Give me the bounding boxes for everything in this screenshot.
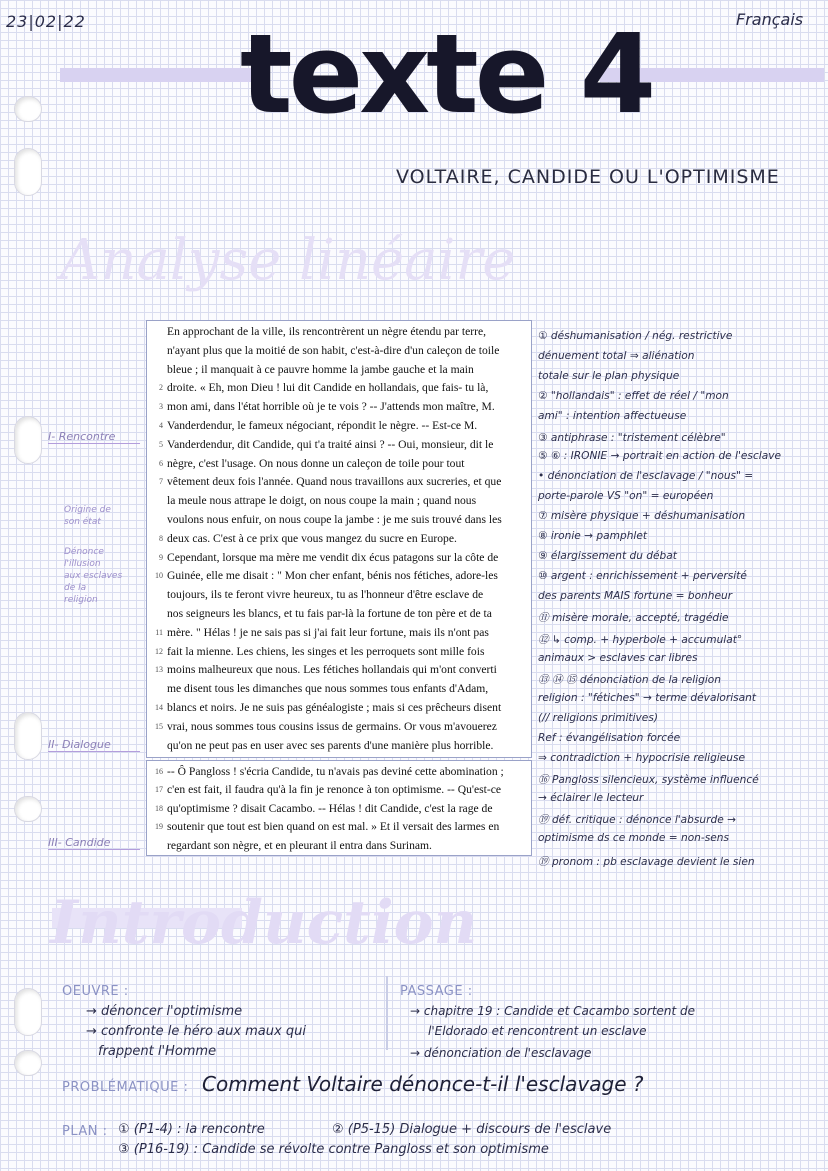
column-divider xyxy=(386,976,388,1050)
excerpt-line: qu'optimisme ? disait Cacambo. -- Hélas ! dit Candide, c'est la rage de xyxy=(167,801,493,815)
line-number: 12 xyxy=(155,646,163,656)
line-number: 3 xyxy=(159,402,163,412)
excerpt-line: droite. « Eh, mon Dieu ! lui dit Candide en hollandais, que fais- tu là, xyxy=(167,381,489,395)
excerpt-line: Guinée, elle me disait : " Mon cher enfant, bénis nos fétiches, adore-les xyxy=(167,569,498,583)
annotation-line: ⑤ ⑥ : IRONIE → portrait en action de l'esclave xyxy=(538,450,781,462)
binder-hole xyxy=(14,712,42,760)
excerpt-line: mon ami, dans l'état horrible où je te vois ? -- J'attends mon maître, M. xyxy=(167,400,495,414)
section-title: Analyse linéaire xyxy=(60,228,516,293)
annotation-line: ⑨ élargissement du débat xyxy=(538,550,677,562)
line-number: 9 xyxy=(159,552,163,562)
passage-label: PASSAGE : xyxy=(400,984,473,999)
annotation-line: totale sur le plan physique xyxy=(538,370,680,382)
plan-item-2: ② (P5-15) Dialogue + discours de l'esclave xyxy=(332,1122,612,1137)
line-number: 8 xyxy=(159,533,163,543)
annotation-line: ③ antiphrase : "tristement célèbre" xyxy=(538,432,726,444)
passage-point: → chapitre 19 : Candide et Cacambo sortent de xyxy=(410,1004,696,1018)
binder-hole xyxy=(14,988,42,1036)
problematique-question: Comment Voltaire dénonce-t-il l'esclavage ? xyxy=(202,1072,644,1096)
excerpt-line: regardant son nègre, et en pleurant il entra dans Surinam. xyxy=(167,838,432,852)
annotation-line: (// religions primitives) xyxy=(538,712,658,724)
excerpt-line: la meule nous attrape le doigt, on nous coupe la main ; quand nous xyxy=(167,494,477,508)
annotation-line: ⑲ pronom : pb esclavage devient le sien xyxy=(538,856,755,868)
excerpt-text xyxy=(146,320,532,758)
annotation-line: ⑲ déf. critique : dénonce l'absurde → xyxy=(538,814,736,826)
page-subtitle: VOLTAIRE, CANDIDE OU L'OPTIMISME xyxy=(396,166,780,188)
annotation-line: ⑬ ⑭ ⑮ dénonciation de la religion xyxy=(538,674,721,686)
excerpt-text-continued xyxy=(146,760,532,856)
annotation-line: ⑫ ↳ comp. + hyperbole + accumulat° xyxy=(538,634,743,646)
oeuvre-point: → confronte le héro aux maux qui xyxy=(86,1024,306,1039)
margin-note-origine: Origine de son état xyxy=(64,505,111,527)
annotation-line: ⑯ Pangloss silencieux, système influencé xyxy=(538,774,759,786)
excerpt-line: mère. " Hélas ! je ne sais pas si j'ai fait leur fortune, mais ils n'ont pas xyxy=(167,625,489,639)
annotation-line: religion : "fétiches" → terme dévalorisant xyxy=(538,692,757,704)
date: 23|02|22 xyxy=(6,12,86,31)
excerpt-line: n'ayant plus que la moitié de son habit, c'est-à-dire d'un caleçon de toile xyxy=(167,343,500,357)
excerpt-line: bleue ; il manquait à ce pauvre homme la jambe gauche et la main xyxy=(167,362,474,376)
annotation-line: porte-parole VS "on" = européen xyxy=(538,490,714,502)
line-number: 10 xyxy=(155,571,163,581)
annotation-line: ② "hollandais" : effet de réel / "mon xyxy=(538,390,729,402)
decorative-bar xyxy=(60,68,260,82)
part-label-dialogue: II- Dialogue xyxy=(48,738,140,752)
plan-item-1: ① (P1-4) : la rencontre xyxy=(118,1122,265,1137)
excerpt-line: qu'on ne peut pas en user avec ses parents d'une manière plus horrible. xyxy=(167,738,494,752)
annotation-line: Ref : évangélisation forcée xyxy=(538,732,681,744)
problematique-label: PROBLÉMATIQUE : xyxy=(62,1080,189,1095)
plan-item-3: ③ (P16-19) : Candide se révolte contre Pangloss et son optimisme xyxy=(118,1142,549,1157)
excerpt-line: deux cas. C'est à ce prix que vous mangez du sucre en Europe. xyxy=(167,531,457,545)
binder-hole xyxy=(14,96,42,122)
excerpt-line: Vanderdendur, dit Candide, qui t'a traité ainsi ? -- Oui, monsieur, dit le xyxy=(167,437,494,451)
oeuvre-point: frappent l'Homme xyxy=(98,1044,217,1059)
line-number: 11 xyxy=(155,627,163,637)
annotation-line: → éclairer le lecteur xyxy=(538,792,644,804)
annotation-line: des parents MAIS fortune = bonheur xyxy=(538,590,733,602)
line-number: 14 xyxy=(155,703,163,712)
line-number: 5 xyxy=(159,439,163,449)
line-number: 2 xyxy=(159,383,163,393)
line-number: 4 xyxy=(159,421,163,430)
annotation-line: ⇒ contradiction + hypocrisie religieuse xyxy=(538,752,746,764)
excerpt-line: -- Ô Pangloss ! s'écria Candide, tu n'avais pas deviné cette abomination ; xyxy=(167,765,504,778)
annotation-line: dénuement total ⇒ aliénation xyxy=(538,350,695,362)
excerpt-line: moins malheureux que nous. Les fétiches hollandais qui m'ont converti xyxy=(167,663,497,677)
annotation-line: ⑦ misère physique + déshumanisation xyxy=(538,510,746,522)
annotation-line: animaux > esclaves car libres xyxy=(538,652,698,664)
excerpt-line: vrai, nous sommes tous cousins issus de germains. Or vous m'avouerez xyxy=(167,719,497,733)
excerpt-line: toujours, ils te feront vivre heureux, tu as l'honneur d'être esclave de xyxy=(167,588,484,602)
excerpt-line: vêtement deux fois l'année. Quand nous travaillons aux sucreries, et que xyxy=(167,475,502,489)
excerpt-line: blancs et noirs. Je ne suis pas généalogiste ; mais si ces prêcheurs disent xyxy=(167,701,502,714)
line-number: 16 xyxy=(155,767,163,776)
annotation-line: ⑧ ironie → pamphlet xyxy=(538,530,648,542)
section-title-intro: Introduction xyxy=(50,888,478,958)
line-number: 15 xyxy=(155,721,163,731)
annotation-line: optimisme ds ce monde = non-sens xyxy=(538,832,729,844)
line-number: 6 xyxy=(159,458,163,468)
plan-label: PLAN : xyxy=(62,1124,108,1139)
annotation-line: ⑪ misère morale, accepté, tragédie xyxy=(538,612,729,624)
part-label-candide: III- Candide xyxy=(48,836,140,850)
annotation-line: ⑩ argent : enrichissement + perversité xyxy=(538,570,747,582)
annotation-line: ① déshumanisation / nég. restrictive xyxy=(538,330,733,342)
binder-hole xyxy=(14,796,42,822)
subject-label: Français xyxy=(736,10,804,29)
line-number: 13 xyxy=(155,665,163,675)
line-number: 7 xyxy=(159,477,163,487)
excerpt-line: nègre, c'est l'usage. On nous donne un caleçon de toile pour tout xyxy=(167,456,465,470)
excerpt-line: En approchant de la ville, ils rencontrèrent un nègre étendu par terre, xyxy=(167,325,487,338)
part-label-rencontre: I- Rencontre xyxy=(48,430,140,444)
line-number: 18 xyxy=(155,803,163,813)
passage-point: l'Eldorado et rencontrent un esclave xyxy=(428,1024,647,1038)
excerpt-line: fait la mienne. Les chiens, les singes et les perroquets sont mille fois xyxy=(167,644,485,658)
excerpt-line: nos seigneurs les blancs, et tu fais par-là la fortune de ton père et de ta xyxy=(167,607,492,620)
oeuvre-label: OEUVRE : xyxy=(62,984,129,999)
binder-hole xyxy=(14,148,42,196)
passage-point: → dénonciation de l'esclavage xyxy=(410,1046,592,1060)
page-title: texte 4 xyxy=(240,10,653,138)
line-number: 17 xyxy=(155,785,163,795)
excerpt-line: me disent tous les dimanches que nous sommes tous enfants d'Adam, xyxy=(167,682,489,696)
annotation-line: ami" : intention affectueuse xyxy=(538,410,687,422)
binder-hole xyxy=(14,1050,42,1076)
oeuvre-point: → dénoncer l'optimisme xyxy=(86,1004,243,1019)
binder-hole xyxy=(14,416,42,464)
excerpt-line: Vanderdendur, le fameux négociant, répondit le nègre. -- Est-ce M. xyxy=(167,419,478,432)
excerpt-line: Cependant, lorsque ma mère me vendit dix écus patagons sur la côte de xyxy=(167,550,499,564)
excerpt-line: voulons nous enfuir, on nous coupe la jambe : je me suis trouvé dans les xyxy=(167,513,502,526)
excerpt-line: soutenir que tout est bien quand on est mal. » Et il versait des larmes en xyxy=(167,820,500,834)
margin-note-religion: Dénonce l'illusion aux esclaves de la religion xyxy=(64,547,123,605)
line-number: 19 xyxy=(155,822,163,832)
excerpt-line: c'en est fait, il faudra qu'à la fin je renonce à ton optimisme. -- Qu'est-ce xyxy=(167,783,501,797)
annotation-line: • dénonciation de l'esclavage / "nous" = xyxy=(538,470,754,482)
